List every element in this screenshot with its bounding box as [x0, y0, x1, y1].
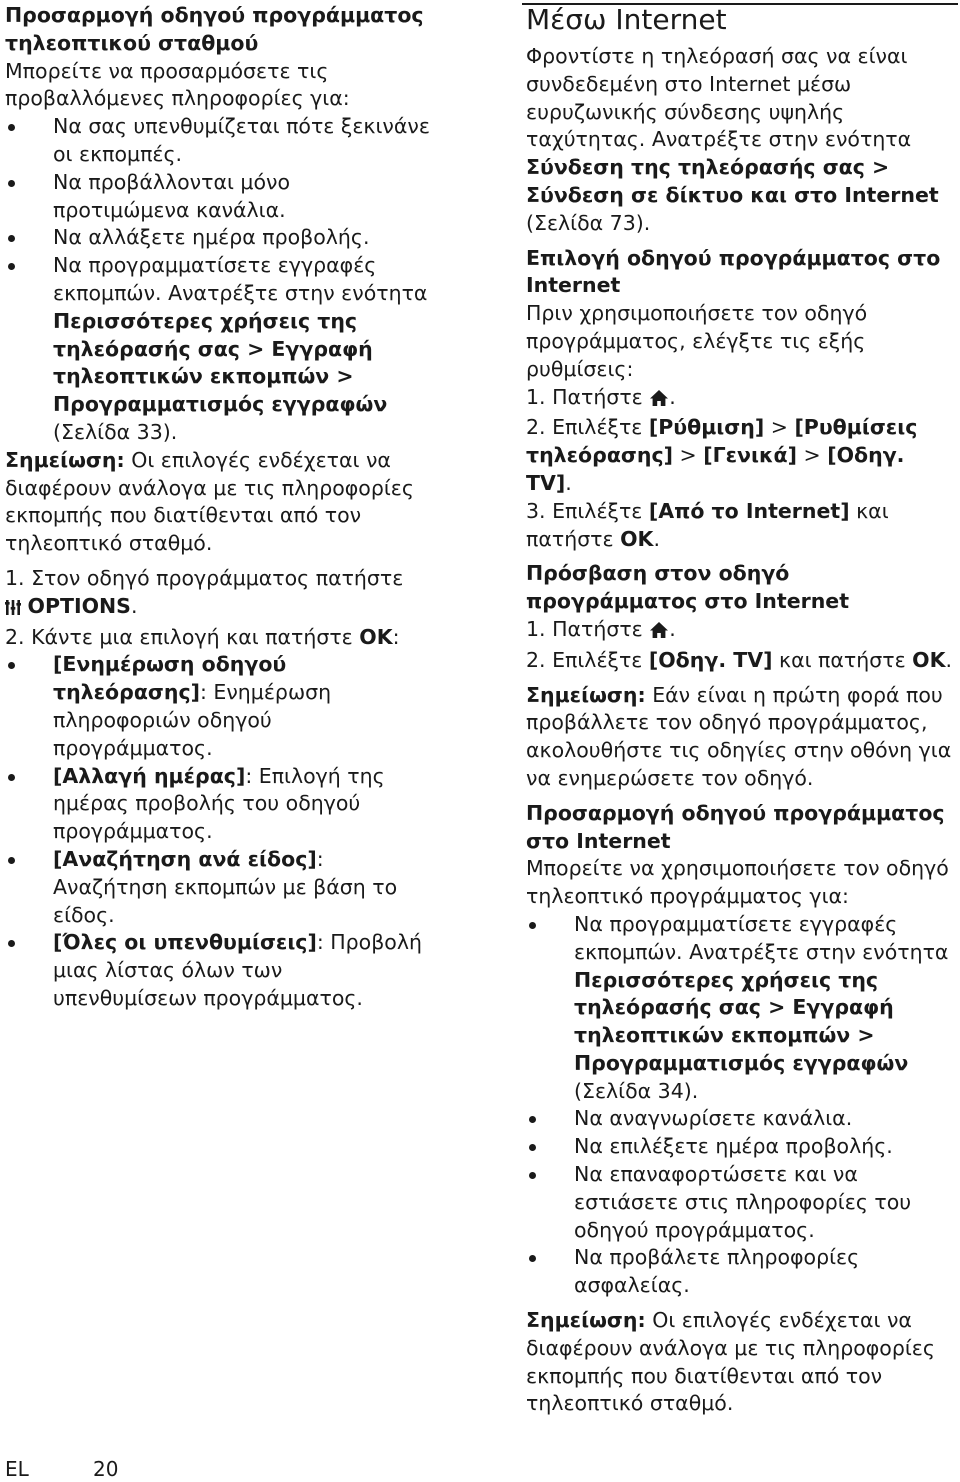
page-number: 20 — [93, 1457, 119, 1481]
left-column — [5, 2, 430, 1013]
menu-path-item: [Ρύθμιση] — [648, 415, 765, 440]
step-2: 2. Επιλέξτε [Οδηγ. TV] και πατήστε OK. — [526, 647, 953, 672]
option-desc: : Προβολή μιας λίστας όλων των υπενθυμίσεων προγράμματος. — [53, 930, 422, 1010]
page-reference: (Σελίδα 73). — [526, 210, 651, 235]
options-icon — [5, 596, 21, 624]
home-icon — [649, 387, 669, 415]
intro-text: Μπορείτε να προσαρμόσετε τις προβαλλόμενες πληροφορίες για: — [5, 58, 350, 111]
step-2: 2. Κάντε μια επιλογή και πατήστε OK: — [5, 624, 400, 649]
list-item — [5, 846, 430, 929]
step-1: 1. Πατήστε . — [526, 616, 956, 647]
list-item — [5, 252, 430, 447]
list-item: Να επαναφορτώσετε και να εστιάσετε στις πληροφορίες του οδηγού προγράμματος. — [526, 1161, 956, 1244]
step-3: 3. Επιλέξτε [Από το Internet] και πατήστε OK. — [526, 498, 889, 551]
ok-key-label: OK — [912, 647, 946, 672]
list-item — [5, 929, 430, 1012]
option-label: [Όλες οι υπενθυμίσεις] — [53, 930, 317, 955]
option-label: [Αλλαγή ημέρας] — [53, 763, 246, 788]
menu-path-item: [Οδηγ. TV] — [526, 443, 905, 495]
menu-path-item: [Ρυθμίσεις τηλεόρασης] — [526, 415, 918, 468]
feature-list — [5, 113, 430, 447]
page-reference: (Σελίδα 34). — [574, 1078, 699, 1103]
section-heading: Πρόσβαση στον οδηγό προγράμματος στο Internet — [526, 561, 850, 614]
note — [526, 1307, 956, 1418]
step-1: 1. Στον οδηγό προγράμματος πατήστε OPTIONS. — [5, 565, 430, 624]
list-item: Να προβάλετε πληροφορίες ασφαλείας. — [526, 1244, 956, 1300]
section-heading: Προσαρμογή οδηγού προγράμματος τηλεοπτικού σταθμού — [5, 3, 424, 55]
cross-reference-link[interactable]: Περισσότερες χρήσεις της τηλεόρασής σας > Εγγραφή τηλεοπτικών εκπομπών > Προγραμματισμός εγγραφών — [574, 967, 909, 1075]
note-label: Σημείωση: — [526, 1308, 646, 1333]
page-footer — [5, 1456, 119, 1482]
note-text: Εάν είναι η πρώτη φορά που προβάλλετε τον οδηγό προγράμματος, ακολουθήστε τις οδηγίες στην οθόνη για να ενημερώσετε τον οδηγό. — [526, 682, 952, 790]
note-text: Οι επιλογές ενδέχεται να διαφέρουν ανάλογα με τις πληροφορίες εκπομπής που διατίθενται από τον τηλεοπτικό σταθμό. — [526, 1308, 935, 1416]
option-desc: : Ενημέρωση πληροφοριών οδηγού προγράμματος. — [53, 680, 332, 760]
cross-reference-link[interactable]: Σύνδεση της τηλεόρασής σας > Σύνδεση σε δίκτυο και στο Internet — [526, 155, 939, 207]
list-item: Να επιλέξετε ημέρα προβολής. — [526, 1133, 956, 1161]
list-item: Να προβάλλονται μόνο προτιμώμενα κανάλια. — [5, 169, 430, 225]
list-item — [5, 763, 430, 846]
note-label: Σημείωση: — [5, 447, 125, 472]
cross-reference-link[interactable]: Περισσότερες χρήσεις της τηλεόρασής σας > Εγγραφή τηλεοπτικών εκπομπών > Προγραμματισμός εγγραφών — [53, 308, 388, 417]
option-label: [Αναζήτηση ανά είδος] — [53, 846, 317, 871]
list-item: Να σας υπενθυμίζεται πότε ξεκινάνε οι εκπομπές. — [5, 113, 430, 169]
step-2: 2. Επιλέξτε [Ρύθμιση] > [Ρυθμίσεις τηλεόρασης] > [Γενικά] > [Οδηγ. TV]. — [526, 415, 918, 495]
list-item: Να αναγνωρίσετε κανάλια. — [526, 1105, 956, 1133]
feature-list — [526, 911, 956, 1300]
ok-key-label: OK — [359, 624, 393, 649]
list-item-text: Να προγραμματίσετε εγγραφές εκπομπών. Ανατρέξτε στην ενότητα — [53, 253, 428, 305]
intro-text: Πριν χρησιμοποιήσετε τον οδηγό προγράμματος, ελέγξτε τις εξής ρυθμίσεις: — [526, 301, 868, 381]
list-item: Να αλλάξετε ημέρα προβολής. — [5, 224, 430, 252]
ok-key-label: OK — [620, 526, 654, 551]
options-list — [5, 651, 430, 1012]
home-icon — [649, 619, 669, 647]
section-heading: Προσαρμογή οδηγού προγράμματος στο Internet — [526, 800, 945, 853]
step-1: 1. Πατήστε . — [526, 384, 956, 415]
intro-text: Μπορείτε να χρησιμοποιήσετε τον οδηγό τηλεοπτικό προγράμματος για: — [526, 856, 949, 909]
option-desc: : Επιλογή της ημέρας προβολής του οδηγού προγράμματος. — [53, 763, 385, 844]
section-heading: Επιλογή οδηγού προγράμματος στο Internet — [526, 245, 941, 298]
page-title: Μέσω Internet — [526, 3, 727, 36]
options-key-label: OPTIONS — [27, 593, 131, 618]
note — [526, 682, 956, 793]
paragraph: Φροντίστε η τηλεόρασή σας να είναι συνδεδεμένη στο Internet μέσω ευρυζωνικής σύνδεσης υψηλής ταχύτητας. Ανατρέξτε στην ενότητα Σύνδεση της τηλεόρασής σας > Σύνδεση σε δίκτυο και στο Internet (Σελίδα 73). — [526, 44, 939, 235]
note-label: Σημείωση: — [526, 682, 646, 707]
list-item: Να προγραμματίσετε εγγραφές εκπομπών. Ανατρέξτε στην ενότητα Περισσότερες χρήσεις της τηλεόρασής σας > Εγγραφή τηλεοπτικών εκπομπών > Προγραμματισμός εγγραφών (Σελίδα 34). — [526, 911, 956, 1106]
list-item — [5, 651, 430, 762]
option-label: [Ενημέρωση οδηγού τηλεόρασης] — [53, 652, 287, 705]
menu-path-item: [Γενικά] — [703, 443, 798, 468]
note — [5, 447, 430, 558]
option-desc: : Αναζήτηση εκπομπών με βάση το είδος. — [53, 846, 398, 927]
right-column — [526, 2, 956, 1418]
menu-path-item: [Οδηγ. TV] — [648, 647, 773, 672]
language-code: EL — [5, 1457, 29, 1481]
note-text: Οι επιλογές ενδέχεται να διαφέρουν ανάλογα με τις πληροφορίες εκπομπής που διατίθενται από τον τηλεοπτικό σταθμό. — [5, 447, 414, 556]
page-reference: (Σελίδα 33). — [53, 419, 178, 444]
menu-path-item: [Από το Internet] — [648, 498, 850, 523]
